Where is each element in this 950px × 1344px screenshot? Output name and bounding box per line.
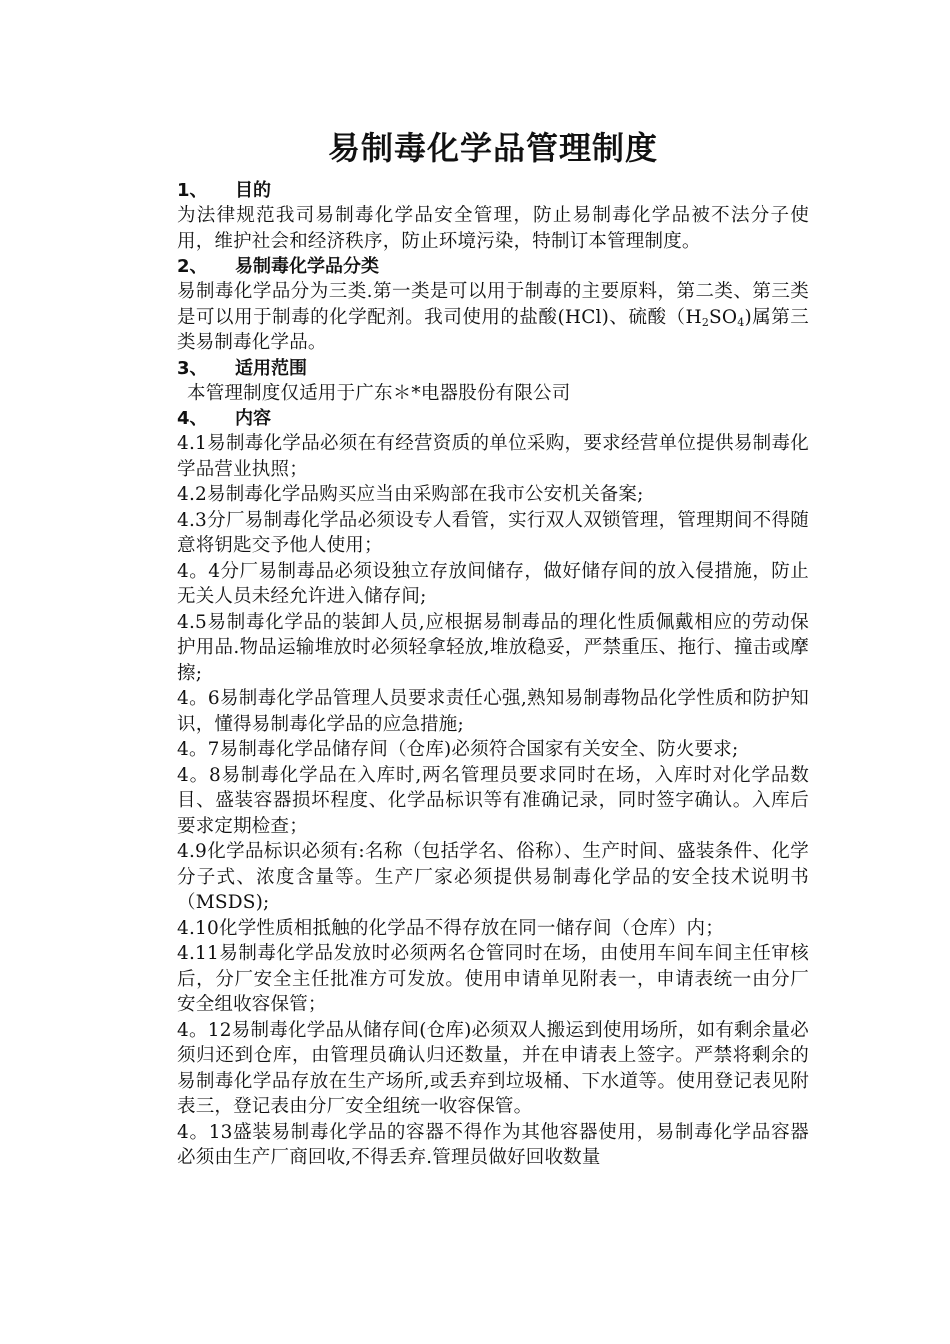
clause-4-7: 4。7易制毒化学品储存间（仓库)必须符合国家有关安全、防火要求; <box>177 739 739 760</box>
section-number: 2、 <box>177 256 208 277</box>
clause-4-6: 4。6易制毒化学品管理人员要求责任心强,熟知易制毒物品化学性质和防护知识，懂得易制毒化学品的应急措施; <box>177 688 809 735</box>
section-heading <box>177 254 809 279</box>
paragraph-with-formula <box>177 279 809 356</box>
clause-4-13: 4。13盛装易制毒化学品的容器不得作为其他容器使用，易制毒化学品容器必须由生产厂商回收,不得丢弃.管理员做好回收数量 <box>177 1121 809 1168</box>
section-title: 目的 <box>235 180 271 201</box>
paragraph-text: 易制毒化学品分为三类.第一类是可以用于制毒的主要原料，第二类、第三类是可以用于制毒的化学配剂。我司使用的盐酸(HCl)、硫酸（H <box>177 281 809 328</box>
section-title: 内容 <box>235 408 271 429</box>
paragraph: 本管理制度仅适用于广东＊*电器股份有限公司 <box>187 382 571 404</box>
paragraph: 为法律规范我司易制毒化学品安全管理，防止易制毒化学品被不法分子使用，维护社会和经济秩序，防止环境污染，特制订本管理制度。 <box>177 205 809 252</box>
section-heading <box>177 406 809 431</box>
section-title: 易制毒化学品分类 <box>235 256 379 277</box>
clause-4-12: 4。12易制毒化学品从储存间(仓库)必须双人搬运到使用场所，如有剩余量必须归还到仓库，由管理员确认归还数量，并在申请表上签字。严禁将剩余的易制毒化学品存放在生产场所,或丢弃到垃圾桶、下水道等。使用登记表见附表三，登记表由分厂安全组统一收容保管。 <box>177 1019 809 1117</box>
document-page <box>177 122 809 1171</box>
section-number: 1、 <box>177 180 208 201</box>
clause-4-11: 4.11易制毒化学品发放时必须两名仓管同时在场，由使用车间车间主任审核后，分厂安全主任批准方可发放。使用申请单见附表一，申请表统一由分厂安全组收容保管； <box>177 943 809 1015</box>
formula-text: SO <box>709 306 738 328</box>
clause-4-4: 4。4分厂易制毒品必须设独立存放间储存，做好储存间的放入侵措施，防止无关人员未经允许进入储存间; <box>177 560 809 607</box>
document-title: 易制毒化学品管理制度 <box>327 129 658 167</box>
formula-subscript: 4 <box>737 315 745 329</box>
clause-4-2: 4.2易制毒化学品购买应当由采购部在我市公安机关备案; <box>177 484 644 505</box>
paragraph-text: )属第三类易制毒化学品。 <box>177 306 809 353</box>
formula-subscript: 2 <box>701 315 710 329</box>
section-heading <box>177 356 809 381</box>
clause-4-8: 4。8易制毒化学品在入库时,两名管理员要求同时在场，入库时对化学品数目、盛装容器损坏程度、化学品标识等有准确记录，同时签字确认。入库后要求定期检查； <box>177 764 809 837</box>
clause-4-3: 4.3分厂易制毒化学品必须设专人看管，实行双人双锁管理，管理期间不得随意将钥匙交予他人使用； <box>177 509 809 556</box>
section-number: 3、 <box>177 357 208 379</box>
section-title: 适用范围 <box>235 357 307 379</box>
clause-4-9: 4.9化学品标识必须有:名称（包括学名、俗称）、生产时间、盛装条件、化学分子式、浓度含量等。生产厂家必须提供易制毒化学品的安全技术说明书（MSDS); <box>177 841 809 913</box>
section-heading <box>177 178 809 203</box>
clause-4-10: 4.10化学性质相抵触的化学品不得存放在同一储存间（仓库）内； <box>177 917 724 939</box>
clause-4-1: 4.1易制毒化学品必须在有经营资质的单位采购，要求经营单位提供易制毒化学品营业执照； <box>177 433 809 480</box>
clause-4-5: 4.5易制毒化学品的装卸人员,应根据易制毒品的理化性质佩戴相应的劳动保护用品.物品运输堆放时必须轻拿轻放,堆放稳妥，严禁重压、拖行、撞击或摩擦; <box>177 611 809 684</box>
section-number: 4、 <box>177 408 208 429</box>
